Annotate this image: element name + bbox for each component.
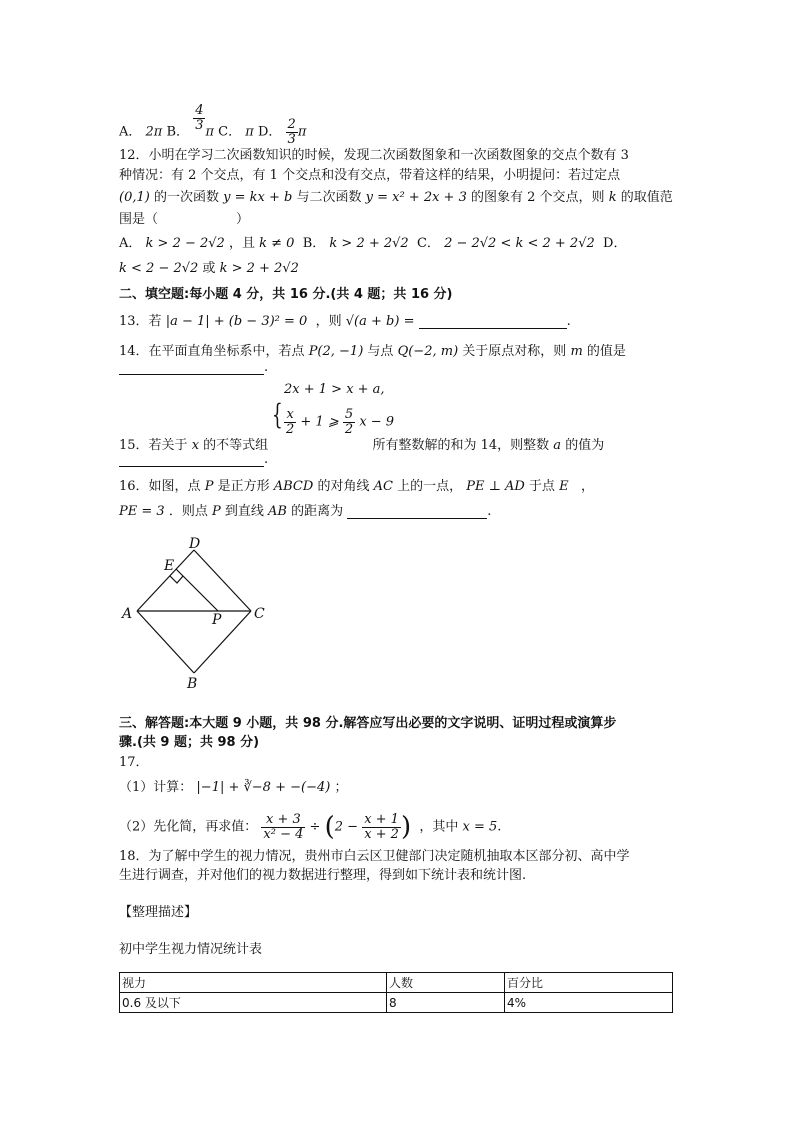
frac-den: 3 [195, 117, 204, 133]
q13-mid: ，则 [315, 314, 342, 329]
label-c: C [254, 606, 265, 622]
label-d: D [189, 536, 201, 552]
q11-option-b [193, 104, 205, 132]
q15-answer-blank[interactable] [119, 466, 264, 467]
frac-den: 2 [286, 421, 295, 437]
quadratic-function: y = x² + 2x + 3 [365, 190, 467, 205]
q12-text: 的图象有 2 个交点，则 [471, 190, 605, 205]
q12-options-row1 [119, 232, 626, 251]
system-brace: { [272, 398, 283, 431]
q11-option-a: 2π [145, 124, 163, 140]
segment-pe [176, 569, 218, 611]
q18-line2: 生进行调查，并对他们的视力数据进行整理，得到如下统计表和统计图. [119, 868, 527, 883]
q16-text: 到直线 [224, 504, 264, 519]
q12-option-a-mid: ，且 [228, 236, 255, 251]
pi-symbol: π [297, 124, 307, 140]
frac-den: 3 [287, 131, 296, 147]
pe-length: PE = 3 [119, 504, 165, 519]
q14-mid2: 关于原点对称，则 [462, 344, 567, 359]
q16-text: 于点 [528, 479, 555, 494]
k-variable: k [608, 190, 617, 205]
q14-answer-blank[interactable] [119, 374, 264, 375]
q12-option-d1: k < 2 − 2√2 [119, 261, 199, 276]
q15-inequality-2 [284, 408, 394, 436]
q12-text: 的取值范 [620, 190, 673, 205]
q13-answer-blank[interactable] [419, 328, 567, 329]
q13-pre: 13．若 [119, 314, 162, 329]
point-p: P [204, 479, 214, 494]
side-ba [137, 611, 194, 673]
x-variable: x [191, 438, 200, 453]
line-ab: AB [268, 504, 287, 519]
q12-line1: 12．小明在学习二次函数知识的时候，发现二次函数图象和一次函数图象的交点个数有 3 [119, 148, 629, 163]
q11-option-c-label: C． [218, 124, 242, 140]
q12-option-a-label: A． [119, 236, 142, 251]
square-figure [115, 530, 285, 695]
vision-stats-table [119, 972, 673, 1013]
frac-den: x + 2 [364, 826, 399, 842]
q16-text: 是正方形 [217, 479, 270, 494]
q14 [119, 340, 626, 359]
q12-option-d2: k > 2 + 2√2 [219, 261, 299, 276]
frac-den: 2 [344, 421, 354, 437]
q14-post: 的值是 [586, 344, 626, 359]
q17-number: 17． [119, 755, 149, 770]
q15-mid: 的不等式组 [203, 438, 269, 453]
q12-option-b: k > 2 + 2√2 [329, 236, 409, 251]
frac-num: 4 [195, 103, 204, 118]
frac-num: 2 [287, 117, 296, 132]
frac-num: x + 1 [364, 811, 399, 827]
m-variable: m [570, 344, 583, 359]
q15-inequality-1: 2x + 1 > x + a, [284, 382, 385, 397]
q17-part2-value: x = 5 [462, 819, 498, 835]
q12-option-a-2: k ≠ 0 [259, 236, 295, 251]
q16-text: 的对角线 [317, 479, 370, 494]
q12-text: 的一次函数 [153, 190, 219, 205]
fixed-point: (0,1) [119, 190, 150, 205]
frac-num: x [284, 408, 296, 423]
frac [284, 408, 296, 436]
q16-end: . [487, 504, 492, 519]
table-cell: 0.6 及以下 [120, 993, 387, 1013]
q16-text: ．则点 [168, 504, 208, 519]
frac-num: x + 3 [261, 813, 305, 828]
left-paren: ( [324, 812, 335, 842]
q12-option-c-label: C． [416, 236, 440, 251]
label-b: B [187, 676, 198, 692]
frac-den: x² − 4 [263, 826, 304, 842]
label-a: A [122, 606, 133, 622]
q16-text: 16．如图，点 [119, 479, 201, 494]
q12-option-d-label: D． [603, 236, 627, 251]
q16-text: 的距离为 [291, 504, 344, 519]
section2-title: 二、填空题:每小题 4 分，共 16 分.(共 4 题；共 16 分) [119, 287, 453, 302]
q17-part1-end: ； [334, 780, 348, 795]
point-q: Q(−2, m) [397, 344, 459, 359]
q13: 13．若 |a − 1| + (b − 3)² = 0 ，则 √(a + b) = . [119, 314, 571, 329]
q16-answer-blank[interactable] [347, 518, 487, 519]
q17-part1-label: （1）计算： [119, 780, 193, 795]
table-header-row [120, 973, 673, 993]
q17-fraction-2 [362, 813, 401, 841]
q18-table-title: 初中学生视力情况统计表 [119, 942, 263, 957]
q11-options [119, 103, 307, 147]
pi-symbol: π [205, 124, 215, 140]
q15-answer-line: . [119, 452, 268, 467]
q16-line2 [119, 500, 491, 519]
q11-option-c: π [245, 124, 254, 140]
q16-text: ， [580, 479, 594, 494]
linear-function: y = kx + b [223, 190, 293, 205]
frac [343, 408, 355, 436]
q12-line3 [119, 186, 673, 205]
section3-title-line1: 三、解答题:本大题 9 小题，共 98 分.解答应写出必要的文字说明、证明过程或演算步 [119, 716, 617, 731]
a-variable: a [553, 438, 562, 453]
perpendicular-pe-ad: PE ⊥ AD [466, 479, 525, 494]
side-dc [194, 550, 251, 611]
table-header: 人数 [387, 973, 505, 993]
q12-option-d-or: 或 [202, 261, 216, 276]
q11-option-b-label: B． [166, 124, 190, 140]
q11-option-d [286, 118, 298, 146]
diagonal-ac: AC [373, 479, 393, 494]
q17-part2-label: （2）先化简，再求值： [119, 819, 258, 835]
ineq-mid: + 1 ⩾ [300, 414, 339, 430]
table-cell: 8 [387, 993, 505, 1013]
q13-post: = [403, 314, 415, 329]
q12-option-a: k > 2 − 2√2 [145, 236, 225, 251]
ineq-end: x − 9 [359, 414, 395, 430]
right-paren: ) [400, 812, 412, 842]
label-e: E [164, 558, 175, 574]
q12-line4: 围是（ ） [119, 212, 250, 227]
frac-num: 5 [344, 407, 354, 422]
q17-part2-mid: ，其中 [419, 819, 459, 835]
q15-pre: 15．若关于 [119, 438, 188, 453]
q14-answer-line: . [119, 360, 268, 375]
section3-title-line2: 骤.(共 9 题；共 98 分) [119, 735, 260, 750]
q17-part1 [119, 776, 347, 795]
q18-line1: 18．为了解中学生的视力情况，贵州市白云区卫健部门决定随机抽取本区部分初、高中学 [119, 849, 630, 864]
divide-sign: ÷ [309, 819, 321, 835]
q17-part2 [119, 812, 501, 842]
q12-options-row2 [119, 257, 299, 276]
q11-option-a-label: A． [119, 124, 142, 140]
table-header: 百分比 [505, 973, 673, 993]
square-abcd: ABCD [273, 479, 314, 494]
point-p: P [211, 504, 221, 519]
table-header: 视力 [120, 973, 387, 993]
q16-line1 [119, 475, 594, 494]
q12-text: 与二次函数 [296, 190, 362, 205]
table-cell: 4% [505, 993, 673, 1013]
q17-part1-expression: |−1| + ∛−8 + −(−4) [196, 780, 331, 795]
q14-mid1: 与点 [367, 344, 394, 359]
side-cb [194, 611, 251, 673]
q12-line2: 种情况：有 2 个交点，有 1 个交点和没有交点，带着这样的结果，小明提问：若过定点 [119, 168, 621, 183]
q17-fraction [261, 813, 305, 841]
point-p: P(2, −1) [308, 344, 364, 359]
q15 [119, 434, 604, 453]
q15-post2: 的值为 [565, 438, 605, 453]
q13-expression: √(a + b) [345, 314, 400, 329]
q16-text: 上的一点， [397, 479, 463, 494]
paren-expression: 2 − [334, 819, 359, 835]
q18-section-heading: 【整理描述】 [119, 905, 198, 920]
q13-equation: |a − 1| + (b − 3)² = 0 [165, 314, 308, 329]
table-row [120, 993, 673, 1013]
q12-option-c: 2 − 2√2 < k < 2 + 2√2 [444, 236, 595, 251]
point-e: E [559, 479, 569, 494]
q15-post1: 所有整数解的和为 14，则整数 [372, 438, 550, 453]
q11-option-d-label: D． [257, 124, 282, 140]
label-p: P [212, 612, 222, 628]
q17-part2-end: . [497, 819, 502, 835]
right-angle-mark [170, 576, 183, 583]
q12-option-b-label: B． [302, 236, 326, 251]
q14-pre: 14．在平面直角坐标系中，若点 [119, 344, 305, 359]
